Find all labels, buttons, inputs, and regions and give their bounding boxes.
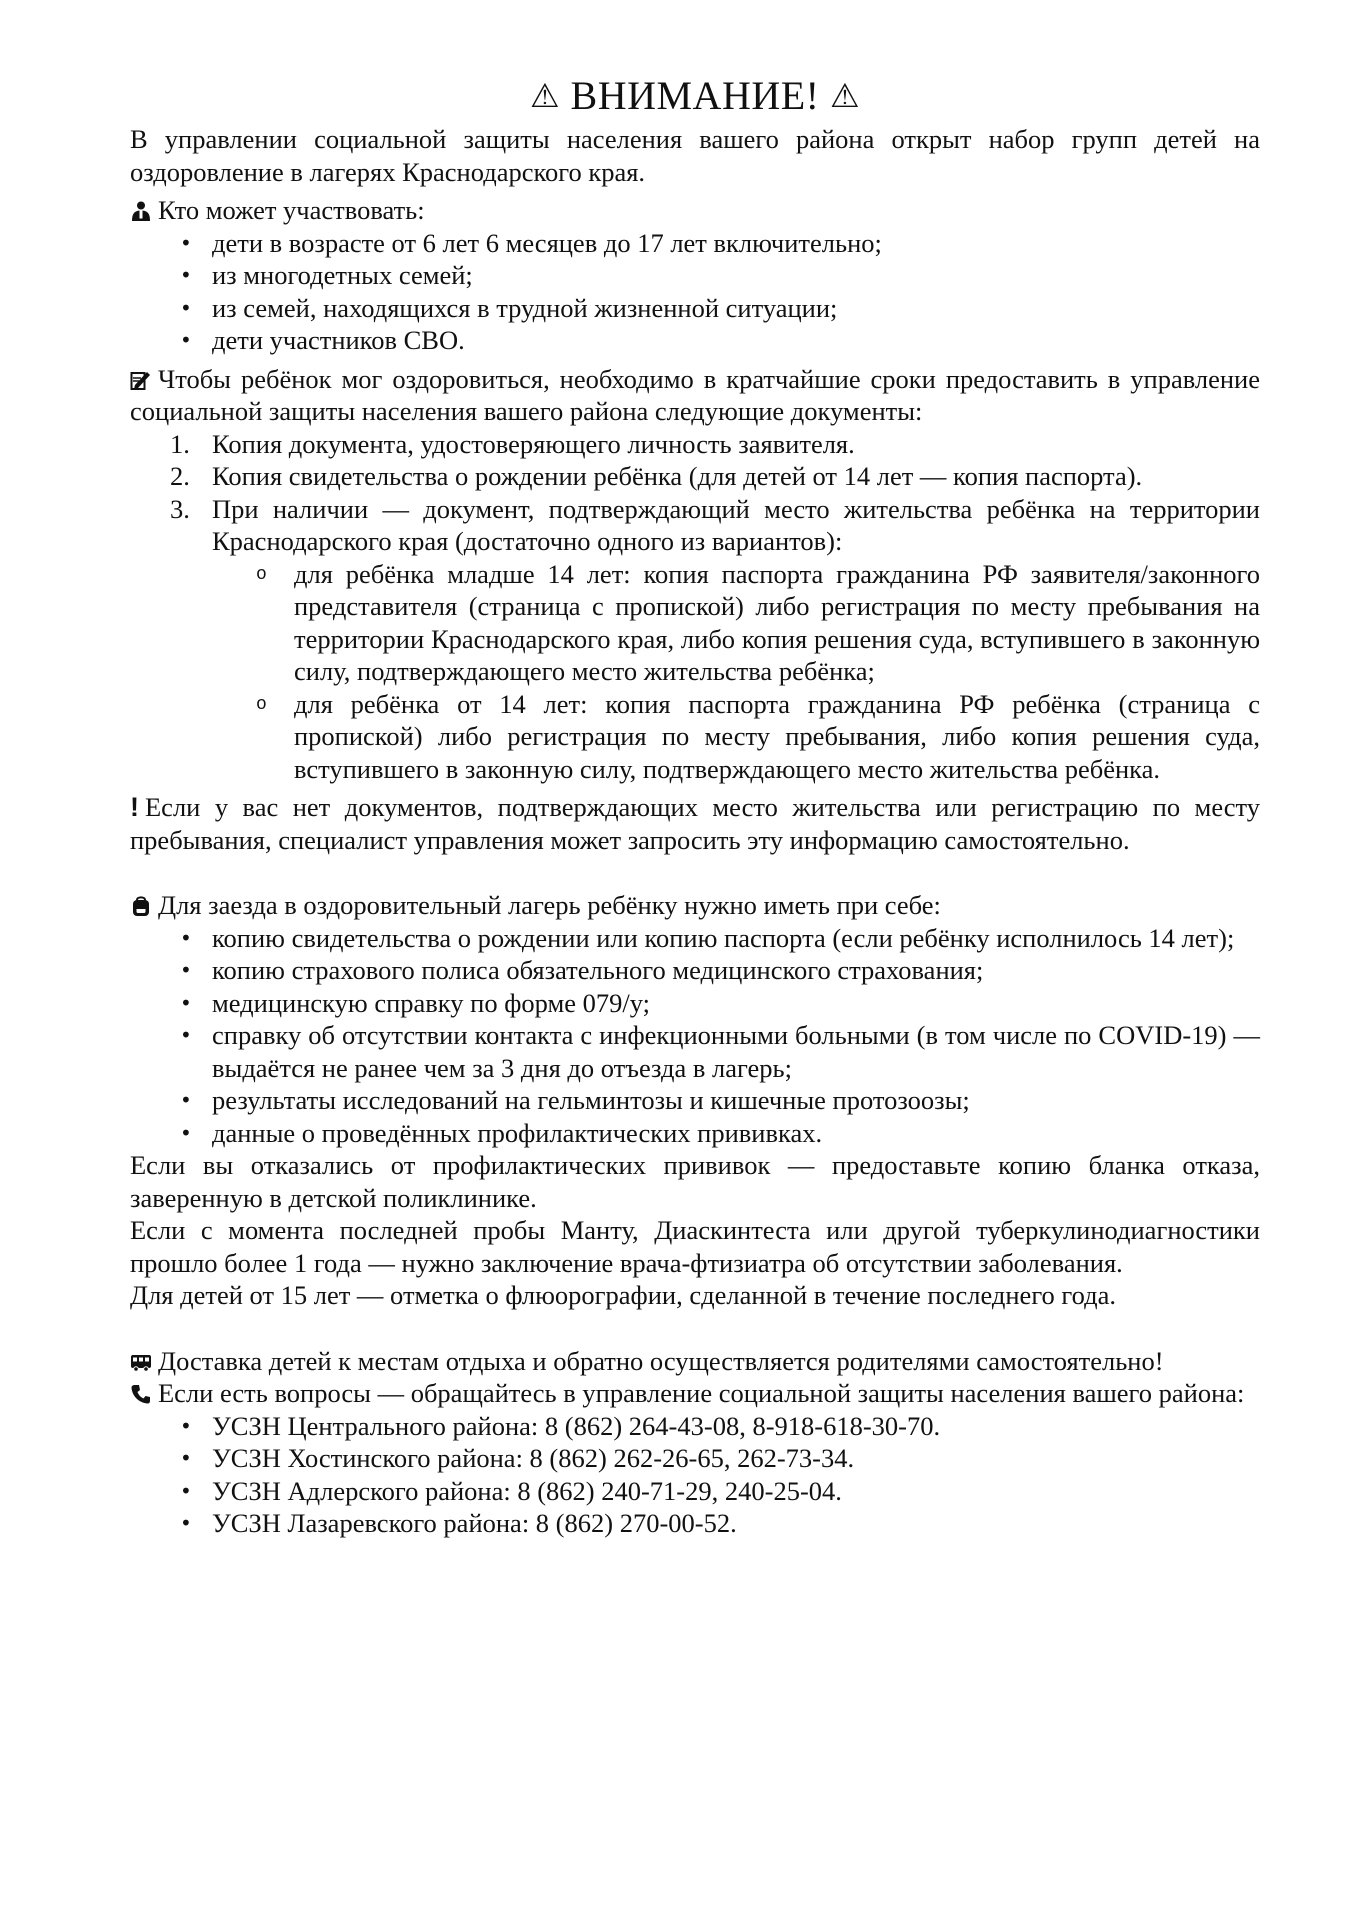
list-item: • копию свидетельства о рождении или копию паспорта (если ребёнку исполнилось 14 лет);: [130, 922, 1260, 955]
contacts-heading: [130, 1377, 1260, 1410]
contacts-list: [130, 1410, 1260, 1540]
list-item: o для ребёнка от 14 лет: копия паспорта гражданина РФ ребёнка (страница с пропиской) либо регистрация по месту пребывания, либо копия решения суда, вступившего в законную силу, подтверждающего место жительства ребёнка.: [130, 688, 1260, 786]
documents-heading-text: Чтобы ребёнок мог оздоровиться, необходимо в кратчайшие сроки предоставить в управление социальной защиты населения вашего района следующие документы:: [130, 363, 1260, 426]
list-item: • УСЗН Адлерского района: 8 (862) 240-71-29, 240-25-04.: [130, 1475, 1260, 1508]
fluorography-text: Для детей от 15 лет — отметка о флюорографии, сделанной в течение последнего года.: [130, 1280, 1116, 1310]
list-item: • медицинскую справку по форме 079/у;: [130, 987, 1260, 1020]
item-number: 1.: [170, 428, 190, 459]
delivery-text: Доставка детей к местам отдыха и обратно осуществляется родителями самостоятельно!: [158, 1345, 1164, 1376]
backpack-icon: [130, 895, 152, 917]
item-number: 2.: [170, 461, 190, 491]
camp-list: [130, 922, 1260, 1150]
item-text: Копия свидетельства о рождении ребёнка (для детей от 14 лет — копия паспорта).: [212, 461, 1143, 491]
list-item: [130, 460, 1260, 493]
list-item: • из многодетных семей;: [130, 259, 1260, 292]
note-paragraph: [130, 791, 1260, 856]
list-item: [130, 493, 1260, 558]
exclamation-icon: !: [130, 792, 139, 822]
list-item: • УСЗН Центрального района: 8 (862) 264-43-08, 8-918-618-30-70.: [130, 1410, 1260, 1443]
intro-paragraph: В управлении социальной защиты населения вашего района открыт набор групп детей на оздоровление в лагерях Краснодарского края.: [130, 124, 1260, 187]
warning-icon: ⚠: [829, 79, 861, 115]
item-number: 3.: [170, 493, 190, 524]
bus-icon: [130, 1351, 152, 1373]
contacts-heading-text: Если есть вопросы — обращайтесь в управление социальной защиты населения вашего района:: [158, 1378, 1245, 1408]
person-icon: [130, 200, 152, 222]
list-item: • копию страхового полиса обязательного медицинского страхования;: [130, 954, 1260, 987]
camp-heading-text: Для заезда в оздоровительный лагерь ребёнку нужно иметь при себе:: [158, 890, 941, 920]
title-text: ВНИМАНИЕ!: [570, 73, 820, 118]
list-item: • из семей, находящихся в трудной жизненной ситуации;: [130, 292, 1260, 325]
camp-heading: [130, 889, 1260, 922]
who-list: [130, 227, 1260, 357]
vaccination-refusal-text: Если вы отказались от профилактических прививок — предоставьте копию бланка отказа, заверенную в детской поликлинике.: [130, 1150, 1260, 1213]
who-heading-text: Кто может участвовать:: [158, 195, 425, 225]
list-item: • УСЗН Лазаревского района: 8 (862) 270-00-52.: [130, 1507, 1260, 1540]
who-heading: [130, 194, 1260, 227]
list-item: • дети участников СВО.: [130, 324, 1260, 357]
list-item: [130, 428, 1260, 461]
phone-icon: [130, 1383, 152, 1405]
list-item: • результаты исследований на гельминтозы и кишечные протозоозы;: [130, 1084, 1260, 1117]
delivery-paragraph: [130, 1345, 1260, 1378]
note-text: Если у вас нет документов, подтверждающих место жительства или регистрацию по месту пребывания, специалист управления может запросить эту информацию самостоятельно.: [130, 792, 1260, 855]
item-text: Копия документа, удостоверяющего личность заявителя.: [212, 428, 855, 459]
writing-hand-icon: [130, 369, 152, 391]
documents-list: [130, 428, 1260, 558]
residence-options-list: [130, 558, 1260, 786]
warning-icon: ⚠: [529, 79, 561, 115]
tuberculin-text: Если с момента последней пробы Манту, Диаскинтеста или другой туберкулинодиагностики прошло более 1 года — нужно заключение врача-фтизиатра об отсутствии заболевания.: [130, 1215, 1260, 1278]
list-item: • УСЗН Хостинского района: 8 (862) 262-26-65, 262-73-34.: [130, 1442, 1260, 1475]
list-item: o для ребёнка младше 14 лет: копия паспорта гражданина РФ заявителя/законного представителя (страница с пропиской) либо регистрация по месту пребывания на территории Краснодарского края, либо копия решения суда, вступившего в законную силу, подтверждающего место жительства ребёнка;: [130, 558, 1260, 688]
list-item: • дети в возрасте от 6 лет 6 месяцев до 17 лет включительно;: [130, 227, 1260, 260]
item-text: При наличии — документ, подтверждающий место жительства ребёнка на территории Краснодарского края (достаточно одного из вариантов):: [212, 493, 1260, 556]
page-title: [130, 74, 1260, 119]
list-item: • справку об отсутствии контакта с инфекционными больными (в том числе по COVID-19) — выдаётся не ранее чем за 3 дня до отъезда в лагерь;: [130, 1019, 1260, 1084]
list-item: • данные о проведённых профилактических прививках.: [130, 1117, 1260, 1150]
documents-heading: [130, 363, 1260, 428]
